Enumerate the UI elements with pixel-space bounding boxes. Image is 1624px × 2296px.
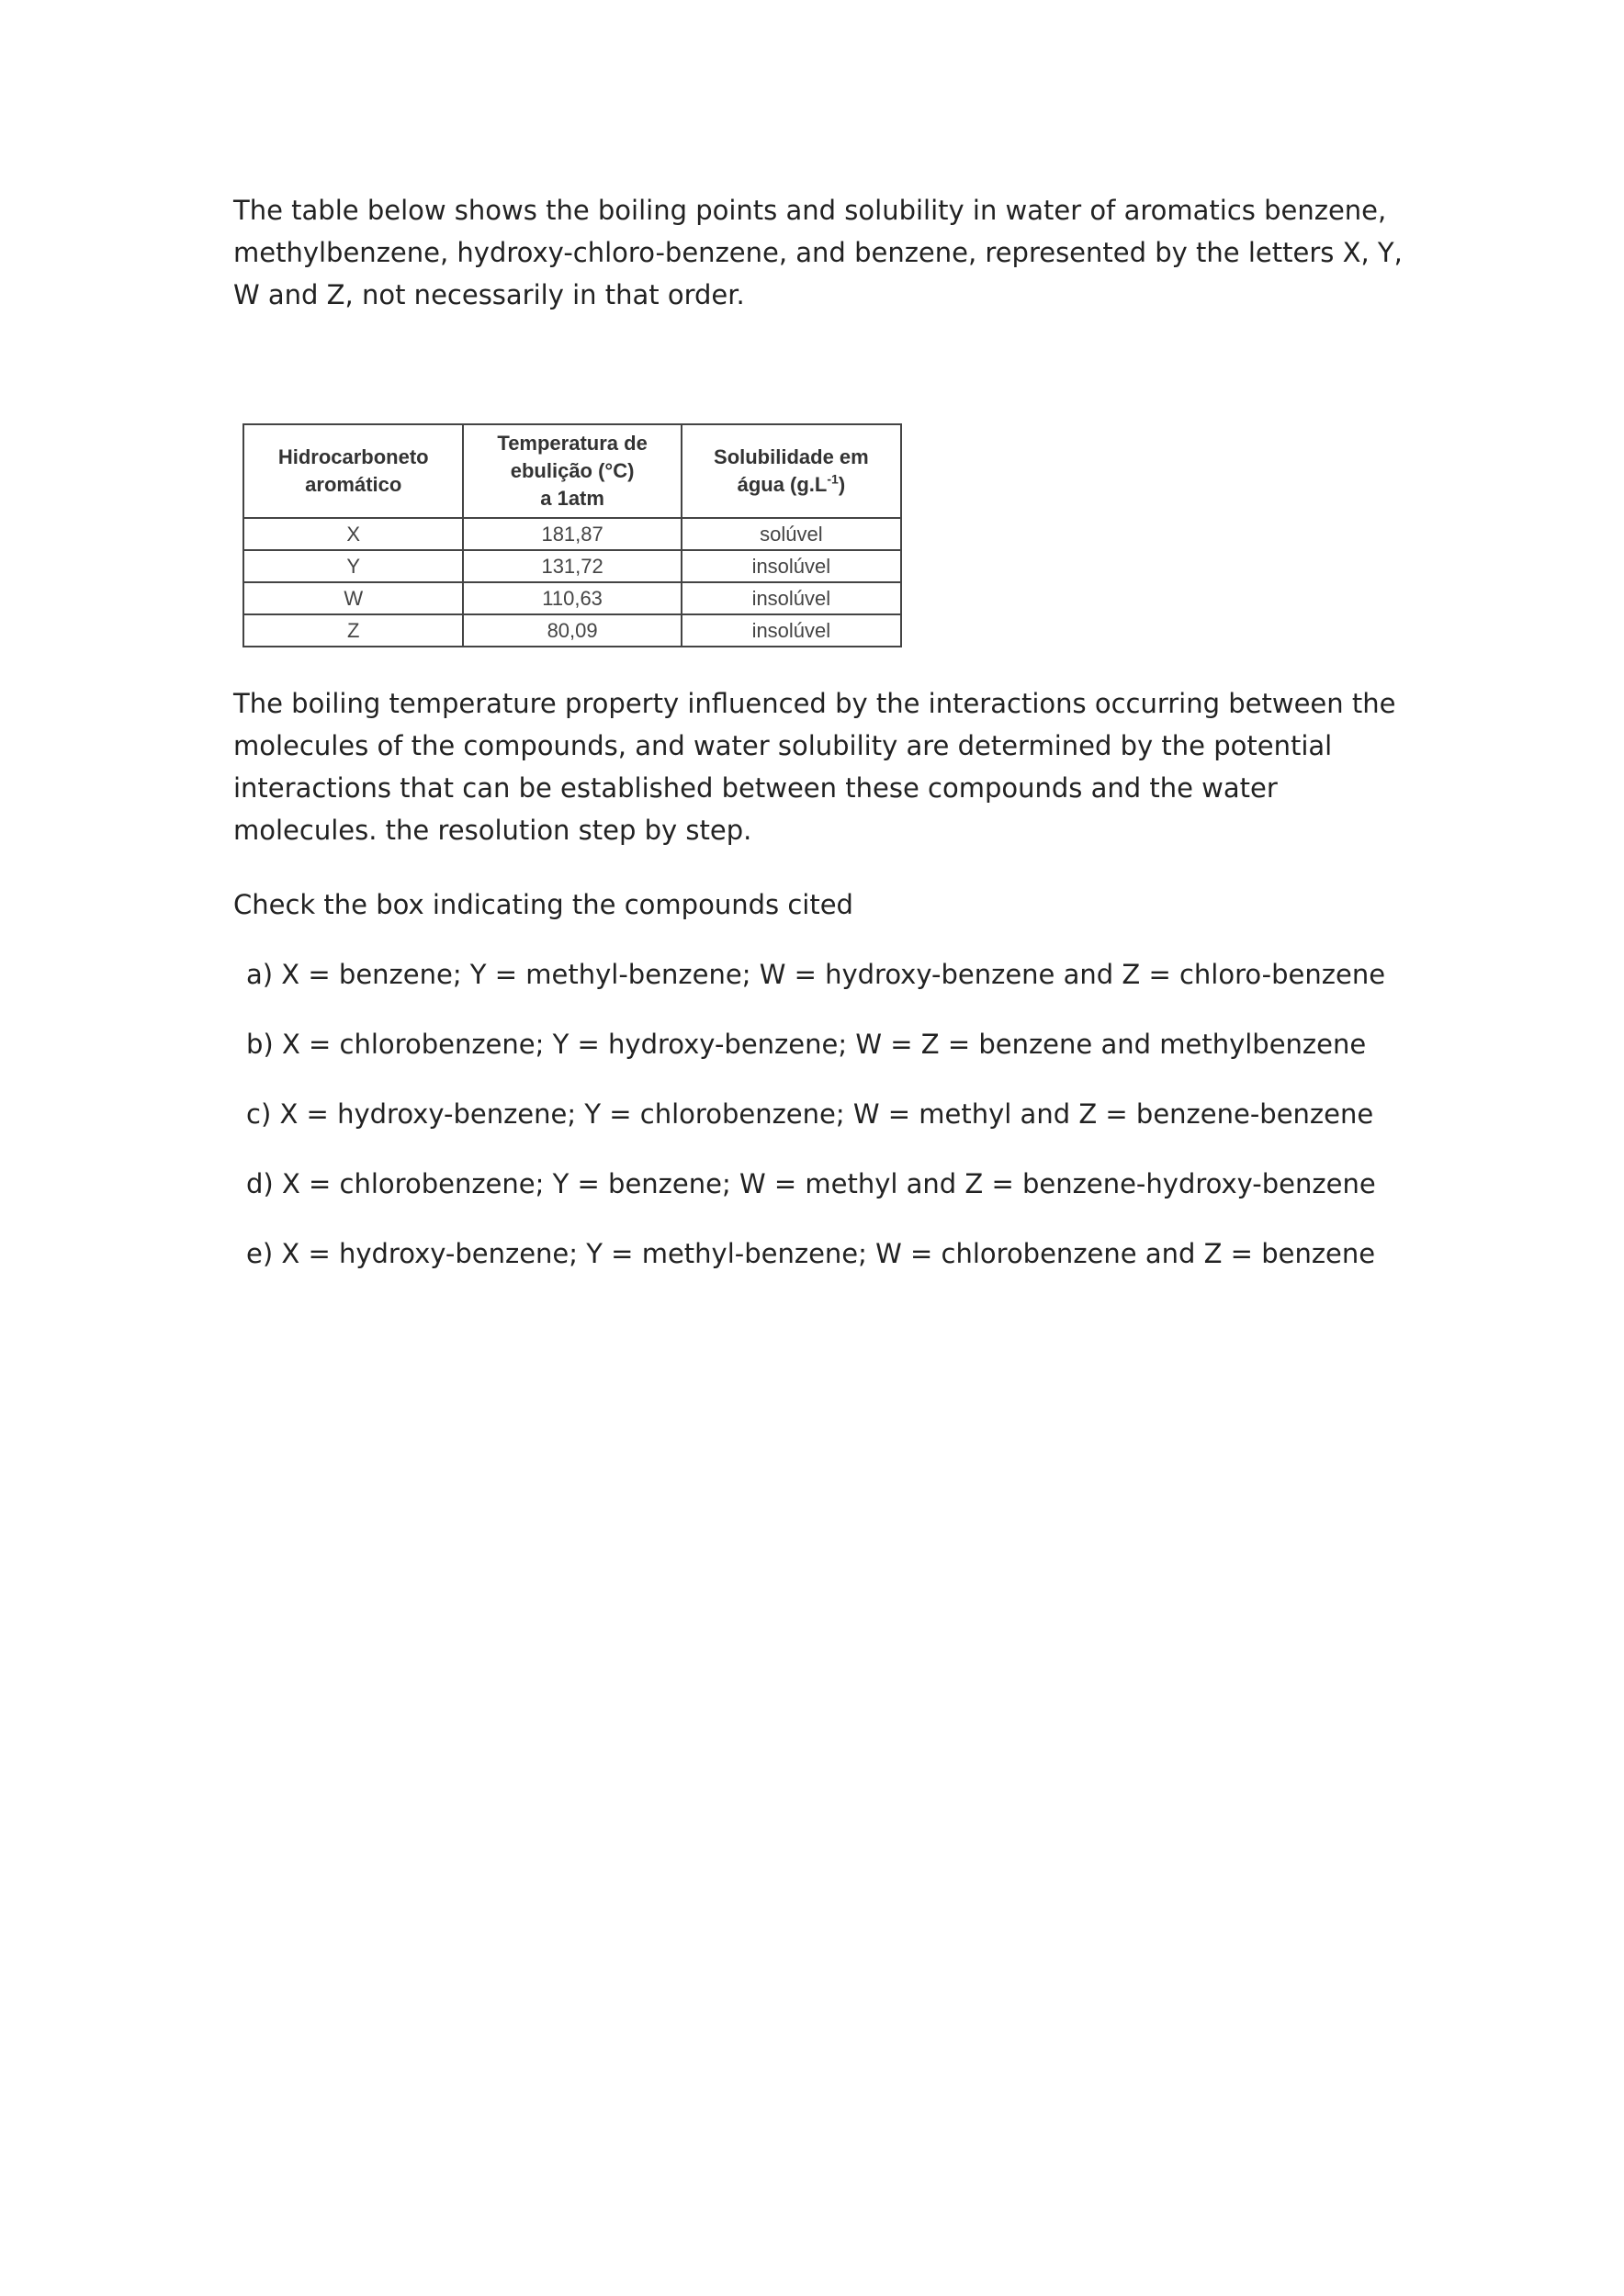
header-boiling-line1: Temperatura de bbox=[497, 432, 648, 455]
cell-solubility: insolúvel bbox=[682, 614, 901, 647]
header-solubility-close: ) bbox=[838, 473, 846, 496]
cell-compound: Y bbox=[243, 550, 463, 582]
cell-boiling-point: 80,09 bbox=[463, 614, 681, 647]
cell-boiling-point: 181,87 bbox=[463, 518, 681, 550]
header-solubility-unit: água (g.L bbox=[737, 473, 828, 496]
header-hydrocarbon-line2: aromático bbox=[305, 473, 402, 496]
header-hydrocarbon-line1: Hidrocarboneto bbox=[277, 445, 429, 468]
option-a: a) X = benzene; Y = methyl-benzene; W = hydroxy-benzene and Z = chloro-benzene bbox=[246, 959, 1386, 990]
table-row bbox=[243, 518, 901, 550]
intro-paragraph: The table below shows the boiling points and solubility in water of aromatics benzene, methylbenzene, hydroxy-chloro-benzene, and benzene, represented by the letters X, Y, W and Z, not necessarily in that order. bbox=[233, 195, 1403, 310]
header-boiling-line2: ebulição (°C) bbox=[510, 459, 635, 482]
option-d: d) X = chlorobenzene; Y = benzene; W = methyl and Z = benzene-hydroxy-benzene bbox=[246, 1168, 1376, 1199]
option-c: c) X = hydroxy-benzene; Y = chlorobenzene; W = methyl and Z = benzene-benzene bbox=[246, 1098, 1374, 1130]
table-row bbox=[243, 614, 901, 647]
table-header-row bbox=[243, 424, 901, 518]
table-row bbox=[243, 550, 901, 582]
question-prompt: Check the box indicating the compounds cited bbox=[233, 889, 853, 920]
header-solubility-line2 bbox=[682, 471, 900, 499]
header-solubility bbox=[682, 424, 901, 518]
cell-boiling-point: 110,63 bbox=[463, 582, 681, 614]
header-solubility-line1: Solubilidade em bbox=[714, 445, 869, 468]
header-solubility-exponent: -1 bbox=[827, 471, 839, 487]
explanation-paragraph: The boiling temperature property influenced by the interactions occurring between the molecules of the compounds, and water solubility are determined by the potential interactions that can be established between these compounds and the water molecules. the resolution step by step. bbox=[233, 688, 1396, 846]
answer-options bbox=[246, 953, 1385, 1302]
header-boiling-temperature bbox=[463, 424, 681, 518]
cell-compound: W bbox=[243, 582, 463, 614]
option-e: e) X = hydroxy-benzene; Y = methyl-benzene; W = chlorobenzene and Z = benzene bbox=[246, 1238, 1376, 1269]
cell-compound: Z bbox=[243, 614, 463, 647]
cell-boiling-point: 131,72 bbox=[463, 550, 681, 582]
cell-solubility: insolúvel bbox=[682, 582, 901, 614]
cell-solubility: solúvel bbox=[682, 518, 901, 550]
table-row bbox=[243, 582, 901, 614]
header-boiling-line3: a 1atm bbox=[540, 487, 604, 510]
cell-solubility: insolúvel bbox=[682, 550, 901, 582]
aromatics-table bbox=[242, 423, 902, 647]
header-hydrocarbon bbox=[243, 424, 463, 518]
cell-compound: X bbox=[243, 518, 463, 550]
option-b: b) X = chlorobenzene; Y = hydroxy-benzene; W = Z = benzene and methylbenzene bbox=[246, 1029, 1367, 1060]
